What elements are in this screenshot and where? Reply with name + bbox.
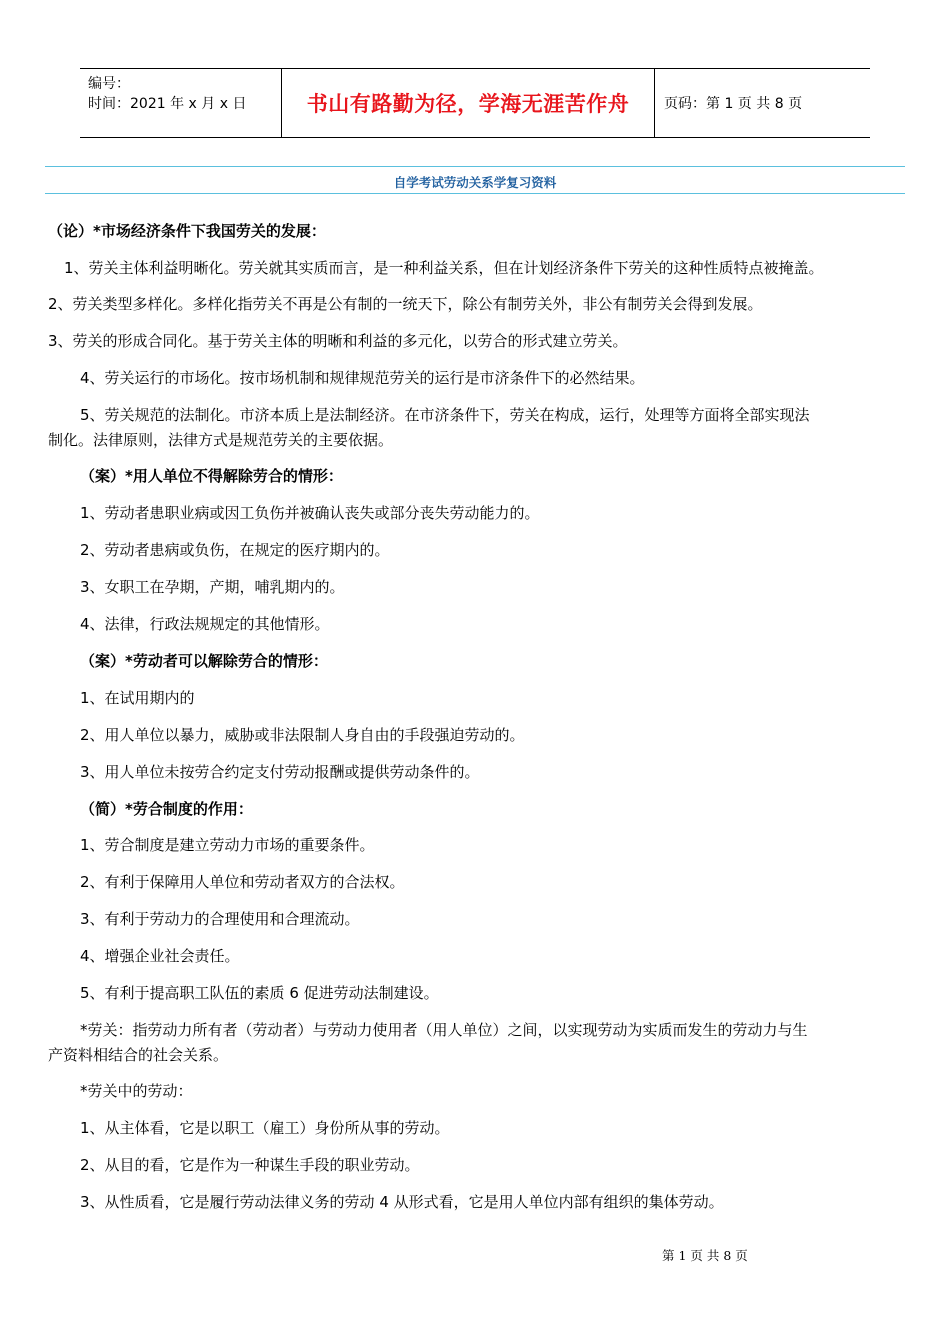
list-item: 2、从目的看，它是作为一种谋生手段的职业劳动。 bbox=[80, 1156, 420, 1174]
motto: 书山有路勤为径，学海无涯苦作舟 bbox=[306, 91, 630, 116]
page-info: 页码：第 1 页 共 8 页 bbox=[664, 96, 803, 112]
list-item: 1、劳动者患职业病或因工负伤并被确认丧失或部分丧失劳动能力的。 bbox=[80, 504, 540, 522]
list-item: 2、劳动者患病或负伤，在规定的医疗期内的。 bbox=[80, 541, 390, 559]
list-item: 2、劳关类型多样化。多样化指劳关不再是公有制的一统天下，除公有制劳关外，非公有制劳关会得到发展。 bbox=[48, 295, 763, 313]
title-rule-bottom bbox=[45, 193, 905, 194]
list-item: 1、在试用期内的 bbox=[80, 689, 195, 707]
header-motto-cell bbox=[281, 69, 655, 137]
title-rule-top bbox=[45, 166, 905, 167]
section-heading: （案）*劳动者可以解除劳合的情形： bbox=[80, 652, 328, 670]
list-item: 5、有利于提高职工队伍的素质 6 促进劳动法制建设。 bbox=[80, 984, 439, 1002]
header-meta bbox=[80, 69, 281, 137]
section-heading: *劳关中的劳动： bbox=[80, 1082, 193, 1100]
number-label: 编号： bbox=[88, 76, 130, 92]
list-item: 3、用人单位未按劳合约定支付劳动报酬或提供劳动条件的。 bbox=[80, 763, 480, 781]
header-table bbox=[80, 68, 870, 138]
list-item: 3、有利于劳动力的合理使用和合理流动。 bbox=[80, 910, 360, 928]
definition-continuation: 产资料相结合的社会关系。 bbox=[48, 1046, 229, 1064]
time-label: 时间：2021 年 x 月 x 日 bbox=[88, 96, 247, 112]
list-item: 4、劳关运行的市场化。按市场机制和规律规范劳关的运行是市济条件下的必然结果。 bbox=[80, 369, 645, 387]
list-item: 3、劳关的形成合同化。基于劳关主体的明晰和利益的多元化，以劳合的形式建立劳关。 bbox=[48, 332, 628, 350]
section-heading: （简）*劳合制度的作用： bbox=[80, 800, 253, 818]
definition-paragraph: *劳关：指劳动力所有者（劳动者）与劳动力使用者（用人单位）之间，以实现劳动为实质而发生的劳动力与生 bbox=[80, 1021, 808, 1039]
list-item-continuation: 制化。法律原则，法律方式是规范劳关的主要依据。 bbox=[48, 431, 394, 449]
section-heading: （论）*市场经济条件下我国劳关的发展： bbox=[48, 222, 326, 240]
list-item: 1、劳合制度是建立劳动力市场的重要条件。 bbox=[80, 836, 375, 854]
document-title: 自学考试劳动关系学复习资料 bbox=[393, 175, 557, 190]
page-footer: 第 1 页 共 8 页 bbox=[662, 1248, 748, 1263]
list-item: 5、劳关规范的法制化。市济本质上是法制经济。在市济条件下，劳关在构成，运行，处理等方面将全部实现法 bbox=[80, 406, 810, 424]
list-item: 4、增强企业社会责任。 bbox=[80, 947, 240, 965]
list-item: 4、法律，行政法规规定的其他情形。 bbox=[80, 615, 330, 633]
list-item: 2、有利于保障用人单位和劳动者双方的合法权。 bbox=[80, 873, 405, 891]
list-item: 1、从主体看，它是以职工（雇工）身份所从事的劳动。 bbox=[80, 1119, 450, 1137]
header-page-info bbox=[655, 69, 870, 137]
section-heading: （案）*用人单位不得解除劳合的情形： bbox=[80, 467, 343, 485]
list-item: 1、劳关主体利益明晰化。劳关就其实质而言，是一种利益关系，但在计划经济条件下劳关的这种性质特点被掩盖。 bbox=[64, 259, 824, 277]
list-item: 2、用人单位以暴力，威胁或非法限制人身自由的手段强迫劳动的。 bbox=[80, 726, 525, 744]
list-item: 3、女职工在孕期，产期，哺乳期内的。 bbox=[80, 578, 345, 596]
list-item: 3、从性质看，它是履行劳动法律义务的劳动 4 从形式看，它是用人单位内部有组织的集体劳动。 bbox=[80, 1193, 724, 1211]
